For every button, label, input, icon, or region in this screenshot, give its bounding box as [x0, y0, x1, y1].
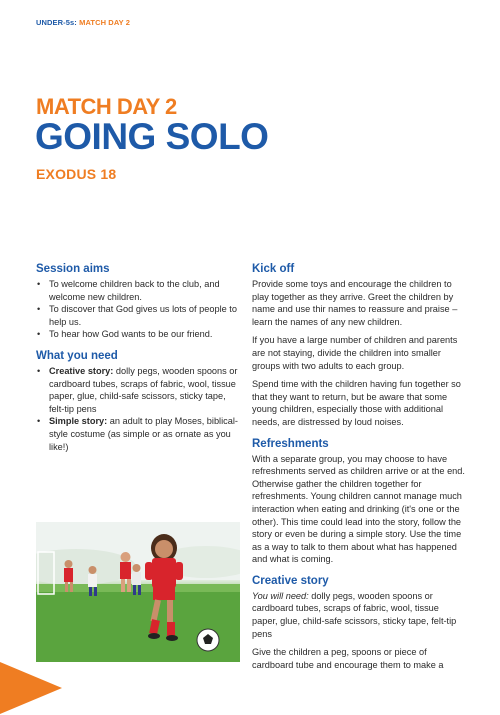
orange-corner-triangle	[0, 662, 62, 714]
refreshments-heading: Refreshments	[252, 437, 329, 450]
what-you-need-heading: What you need	[36, 349, 118, 362]
session-aims-list	[36, 278, 240, 341]
running-head-suffix: MATCH DAY 2	[79, 18, 131, 27]
creative-story-materials	[252, 590, 465, 640]
kick-off-heading: Kick off	[252, 263, 295, 275]
creative-story-heading: Creative story	[252, 574, 329, 587]
bullet-icon: •	[37, 416, 41, 427]
bullet-icon: •	[37, 279, 41, 289]
page-kicker: MATCH DAY 2	[36, 94, 177, 119]
children-football-photo	[36, 522, 240, 662]
running-head-prefix: UNDER-5s:	[36, 18, 77, 27]
bible-reference: EXODUS 18	[36, 166, 117, 182]
photo-illustration	[36, 522, 240, 662]
list-item: • To discover that God gives us lots of people to help us.	[37, 304, 237, 327]
left-column	[36, 262, 240, 461]
kick-off-paragraph: Spend time with the children having fun together so that they want to return, but be aware that some young children, especially those with additional needs, are distressed by loud noises.	[252, 379, 461, 427]
running-head	[36, 18, 130, 27]
refreshments-section	[252, 437, 465, 566]
right-column	[252, 262, 465, 679]
session-aims-section	[36, 262, 240, 341]
bullet-icon: •	[37, 304, 41, 315]
will-need-label: You will need:	[252, 590, 309, 601]
bullet-icon: •	[37, 329, 41, 340]
will-need-text: dolly pegs, wooden spoons or cardboard tubes, scraps of fabric, wool, tissue paper, glue, child-safe scissors, sticky tape, felt-tip pens	[252, 590, 457, 639]
kick-off-paragraph: Provide some toys and encourage the children to play together as they arrive. Greet the children by name and use thir names to reassure and praise – learn the names of any new children.	[252, 279, 458, 327]
list-item: • Creative story: dolly pegs, wooden spoons or cardboard tubes, scraps of fabric, wool, tissue paper, glue, child-safe scissors, sticky tape, felt-tip pens	[37, 365, 238, 414]
refreshments-paragraph: With a separate group, you may choose to have refreshments served as children arrive or at the end. Otherwise gather the children together for refreshments. Young children cannot manage much interaction when eating and drinking (it's one or the other). This time could lead into the story, follow the story or even be during a simple story. Use the time as a way to talk to them about what has happened and what is coming.	[252, 453, 465, 565]
kick-off-paragraph: If you have a large number of children and parents are not staying, divide the children into smaller groups with two adults to each group.	[252, 335, 458, 371]
what-you-need-section	[36, 349, 240, 453]
bullet-icon: •	[37, 365, 41, 376]
what-you-need-list	[36, 365, 240, 453]
list-item: • To welcome children back to the club, and welcome new children.	[37, 279, 220, 302]
creative-story-paragraph: Give the children a peg, spoons or piece of cardboard tube and encourage them to make a	[252, 647, 444, 670]
list-item: • Simple story: an adult to play Moses, biblical-style costume (as simple or as ornate as you like!)	[37, 416, 238, 452]
page-title: GOING SOLO	[35, 116, 269, 157]
kick-off-section	[252, 262, 465, 429]
list-item: • To hear how God wants to be our friend.	[37, 329, 213, 340]
session-aims-heading: Session aims	[36, 263, 110, 275]
creative-story-section	[252, 574, 465, 672]
